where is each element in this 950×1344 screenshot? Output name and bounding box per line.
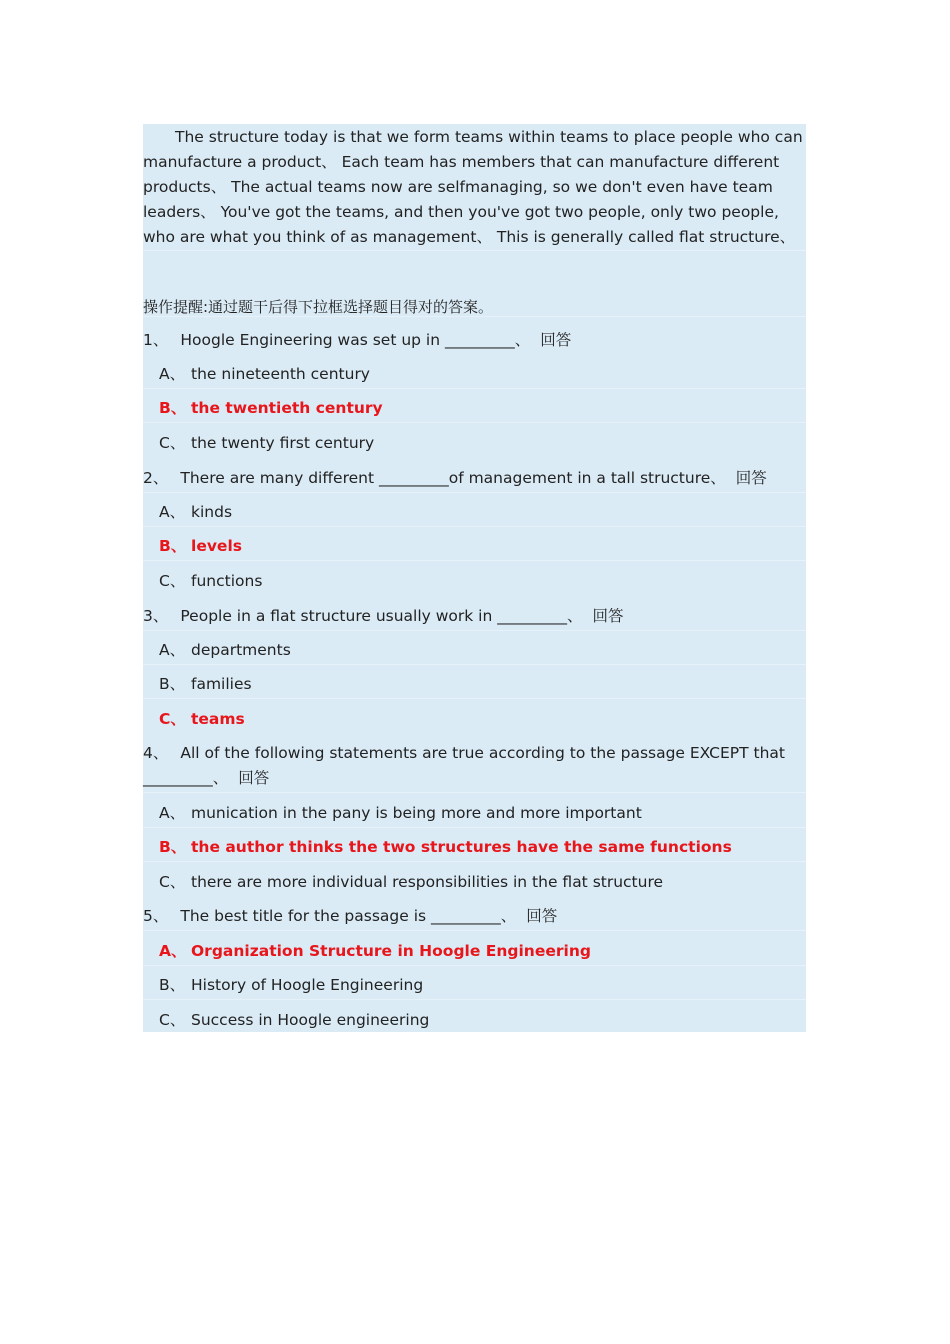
option-letter: A、 <box>159 503 186 521</box>
option-3c-correct[interactable] <box>159 707 799 732</box>
option-text: functions <box>191 572 263 590</box>
option-letter: B、 <box>159 399 187 417</box>
option-text: Organization Structure in Hoogle Engineering <box>191 942 591 960</box>
option-5b[interactable] <box>159 973 799 998</box>
question-number: 3、 <box>143 607 169 625</box>
row-divider <box>143 827 806 828</box>
option-letter: C、 <box>159 1011 186 1029</box>
option-4a[interactable] <box>159 801 799 826</box>
question-number: 2、 <box>143 469 169 487</box>
option-text: munication in the pany is being more and more important <box>191 804 642 822</box>
question-5 <box>143 904 793 929</box>
row-divider <box>143 630 806 631</box>
option-letter: B、 <box>159 675 186 693</box>
row-divider <box>143 422 806 423</box>
option-text: Success in Hoogle engineering <box>191 1011 430 1029</box>
option-text: the twenty first century <box>191 434 375 452</box>
row-divider <box>143 526 806 527</box>
option-text: the twentieth century <box>191 399 383 417</box>
question-text-cont: _________、 <box>143 769 229 787</box>
option-5c[interactable] <box>159 1008 799 1033</box>
question-text: Hoogle Engineering was set up in _________、 <box>180 331 531 349</box>
option-3b[interactable] <box>159 672 799 697</box>
row-divider <box>143 930 806 931</box>
row-divider <box>143 560 806 561</box>
question-text: All of the following statements are true according to the passage EXCEPT that <box>180 744 786 762</box>
option-letter: A、 <box>159 365 186 383</box>
option-text: the nineteenth century <box>191 365 370 383</box>
quiz-panel <box>143 124 806 1032</box>
option-letter: A、 <box>159 804 186 822</box>
answer-label[interactable]: 回答 <box>238 769 270 787</box>
row-divider <box>143 792 806 793</box>
row-divider <box>143 965 806 966</box>
option-letter: C、 <box>159 572 186 590</box>
question-number: 1、 <box>143 331 169 349</box>
answer-label[interactable]: 回答 <box>592 607 624 625</box>
row-divider <box>143 492 806 493</box>
question-2 <box>143 466 793 491</box>
row-divider <box>143 861 806 862</box>
question-text: The best title for the passage is _________、 <box>180 907 517 925</box>
option-letter: B、 <box>159 537 187 555</box>
option-letter: C、 <box>159 710 186 728</box>
answer-label[interactable]: 回答 <box>526 907 558 925</box>
option-5a-correct[interactable] <box>159 939 799 964</box>
option-letter: A、 <box>159 942 187 960</box>
option-4b-correct[interactable] <box>159 835 799 860</box>
option-letter: C、 <box>159 434 186 452</box>
option-text: there are more individual responsibilities in the flat structure <box>191 873 664 891</box>
option-letter: B、 <box>159 838 187 856</box>
option-letter: C、 <box>159 873 186 891</box>
option-1b-correct[interactable] <box>159 396 799 421</box>
option-3a[interactable] <box>159 638 799 663</box>
question-text: People in a flat structure usually work in _________、 <box>180 607 583 625</box>
instruction-hint: 操作提醒:通过题干后得下拉框选择题目得对的答案。 <box>143 298 494 316</box>
question-4-continuation <box>143 766 793 791</box>
option-1c[interactable] <box>159 431 799 456</box>
option-text: departments <box>191 641 291 659</box>
question-4 <box>143 741 793 766</box>
question-1 <box>143 328 793 353</box>
reading-passage: The structure today is that we form teams within teams to place people who can manufacture a product、 Each team has members that can manufacture different products、 The actual teams now are selfmanaging, so we don't even have team leaders、 You've got the teams, and then you've got two people, only two people, who are what you think of as management、 This is generally called flat structure、 <box>143 128 803 246</box>
option-letter: B、 <box>159 976 186 994</box>
question-number: 4、 <box>143 744 169 762</box>
option-2b-correct[interactable] <box>159 534 799 559</box>
option-text: the author thinks the two structures have the same functions <box>191 838 732 856</box>
option-1a[interactable] <box>159 362 799 387</box>
question-text: There are many different _________of management in a tall structure、 <box>180 469 726 487</box>
row-divider <box>143 388 806 389</box>
question-number: 5、 <box>143 907 169 925</box>
row-divider <box>143 664 806 665</box>
option-text: families <box>191 675 252 693</box>
question-3 <box>143 604 793 629</box>
row-divider <box>143 250 806 251</box>
option-text: levels <box>191 537 242 555</box>
option-2a[interactable] <box>159 500 799 525</box>
row-divider <box>143 999 806 1000</box>
answer-label[interactable]: 回答 <box>735 469 767 487</box>
option-text: History of Hoogle Engineering <box>191 976 424 994</box>
option-4c[interactable] <box>159 870 799 895</box>
option-2c[interactable] <box>159 569 799 594</box>
row-divider <box>143 698 806 699</box>
option-letter: A、 <box>159 641 186 659</box>
answer-label[interactable]: 回答 <box>540 331 572 349</box>
option-text: teams <box>191 710 245 728</box>
option-text: kinds <box>191 503 233 521</box>
